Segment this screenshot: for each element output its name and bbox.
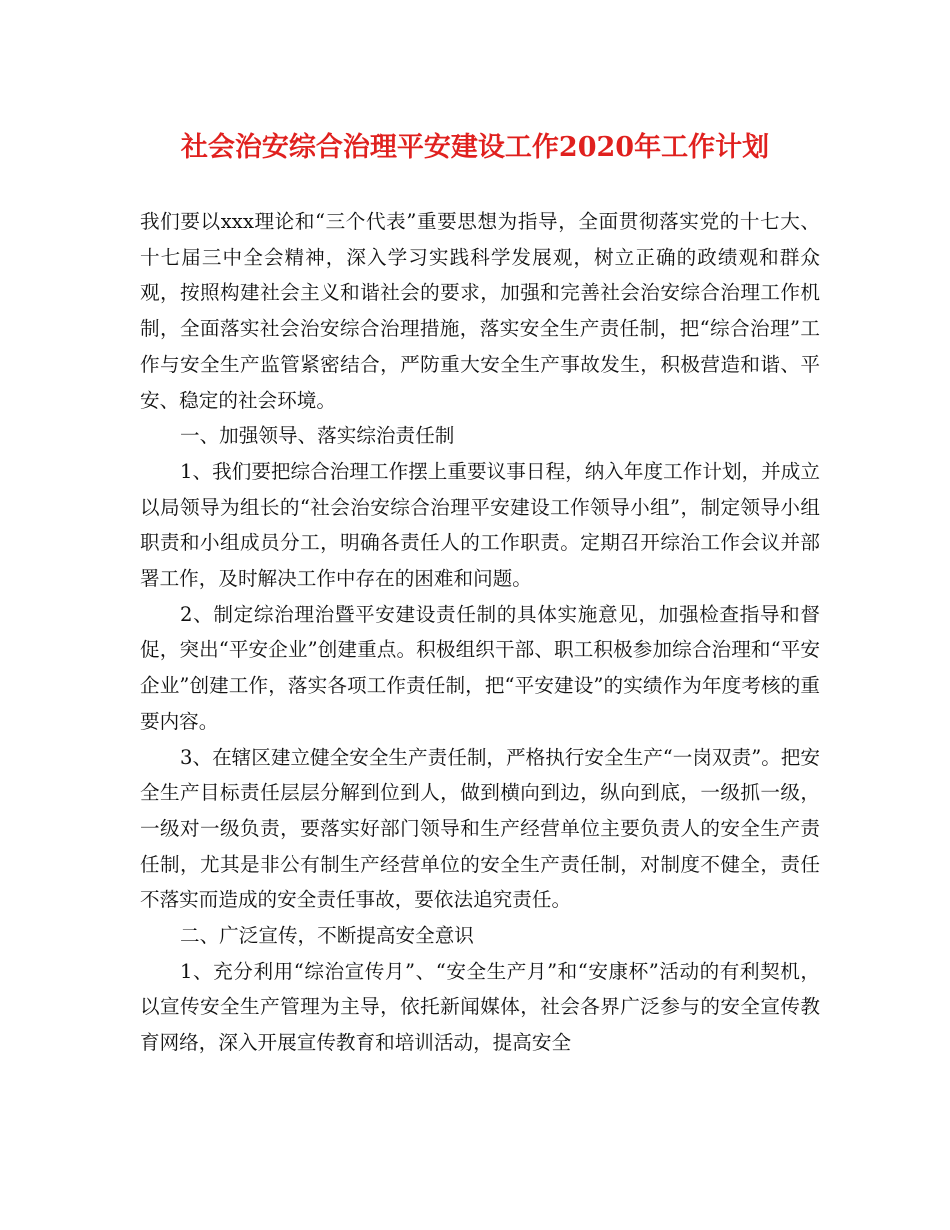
section-1-item-1: 1、我们要把综合治理工作摆上重要议事日程，纳入年度工作计划，并成立以局领导为组长的“社会治安综合治理平安建设工作领导小组”，制定领导小组职责和小组成员分工，明确各责任人的工作职责。定期召开综治工作会议并部署工作，及时解决工作中存在的困难和问题。: [140, 459, 820, 591]
section-2-item-1: 1、充分利用“综治宣传月”、“安全生产月”和“安康杯”活动的有利契机，以宣传安全生产管理为主导，依托新闻媒体，社会各界广泛参与的安全宣传教育网络，深入开展宣传教育和培训活动，提高安全: [140, 959, 820, 1055]
section-heading-1: 一、加强领导、落实综治责任制: [180, 424, 455, 448]
section-1-item-2: 2、制定综治理治暨平安建设责任制的具体实施意见，加强检查指导和督促，突出“平安企业”创建重点。积极组织干部、职工积极参加综合治理和“平安企业”创建工作，落实各项工作责任制，把“平安建设”的实绩作为年度考核的重要内容。: [140, 602, 820, 733]
section-1-item-3: 3、在辖区建立健全安全生产责任制，严格执行安全生产“一岗双责”。把安全生产目标责任层层分解到位到人，做到横向到边，纵向到底，一级抓一级，一级对一级负责，要落实好部门领导和生产经营单位主要负责人的安全生产责任制，尤其是非公有制生产经营单位的安全生产责任制，对制度不健全，责任不落实而造成的安全责任事故，要依法追究责任。: [140, 745, 820, 912]
document-title: 社会治安综合治理平安建设工作2020年工作计划: [180, 132, 770, 163]
intro-paragraph: 我们要以xxx理论和“三个代表”重要思想为指导，全面贯彻落实党的十七大、十七届三中全会精神，深入学习实践科学发展观，树立正确的政绩观和群众观，按照构建社会主义和谐社会的要求，加强和完善社会治安综合治理工作机制，全面落实社会治安综合治理措施，落实安全生产责任制，把“综合治理”工作与安全生产监管紧密结合，严防重大安全生产事故发生，积极营造和谐、平安、稳定的社会环境。: [140, 210, 820, 412]
document-body: [140, 204, 820, 1061]
section-heading-2: 二、广泛宣传，不断提高安全意识: [180, 924, 474, 948]
